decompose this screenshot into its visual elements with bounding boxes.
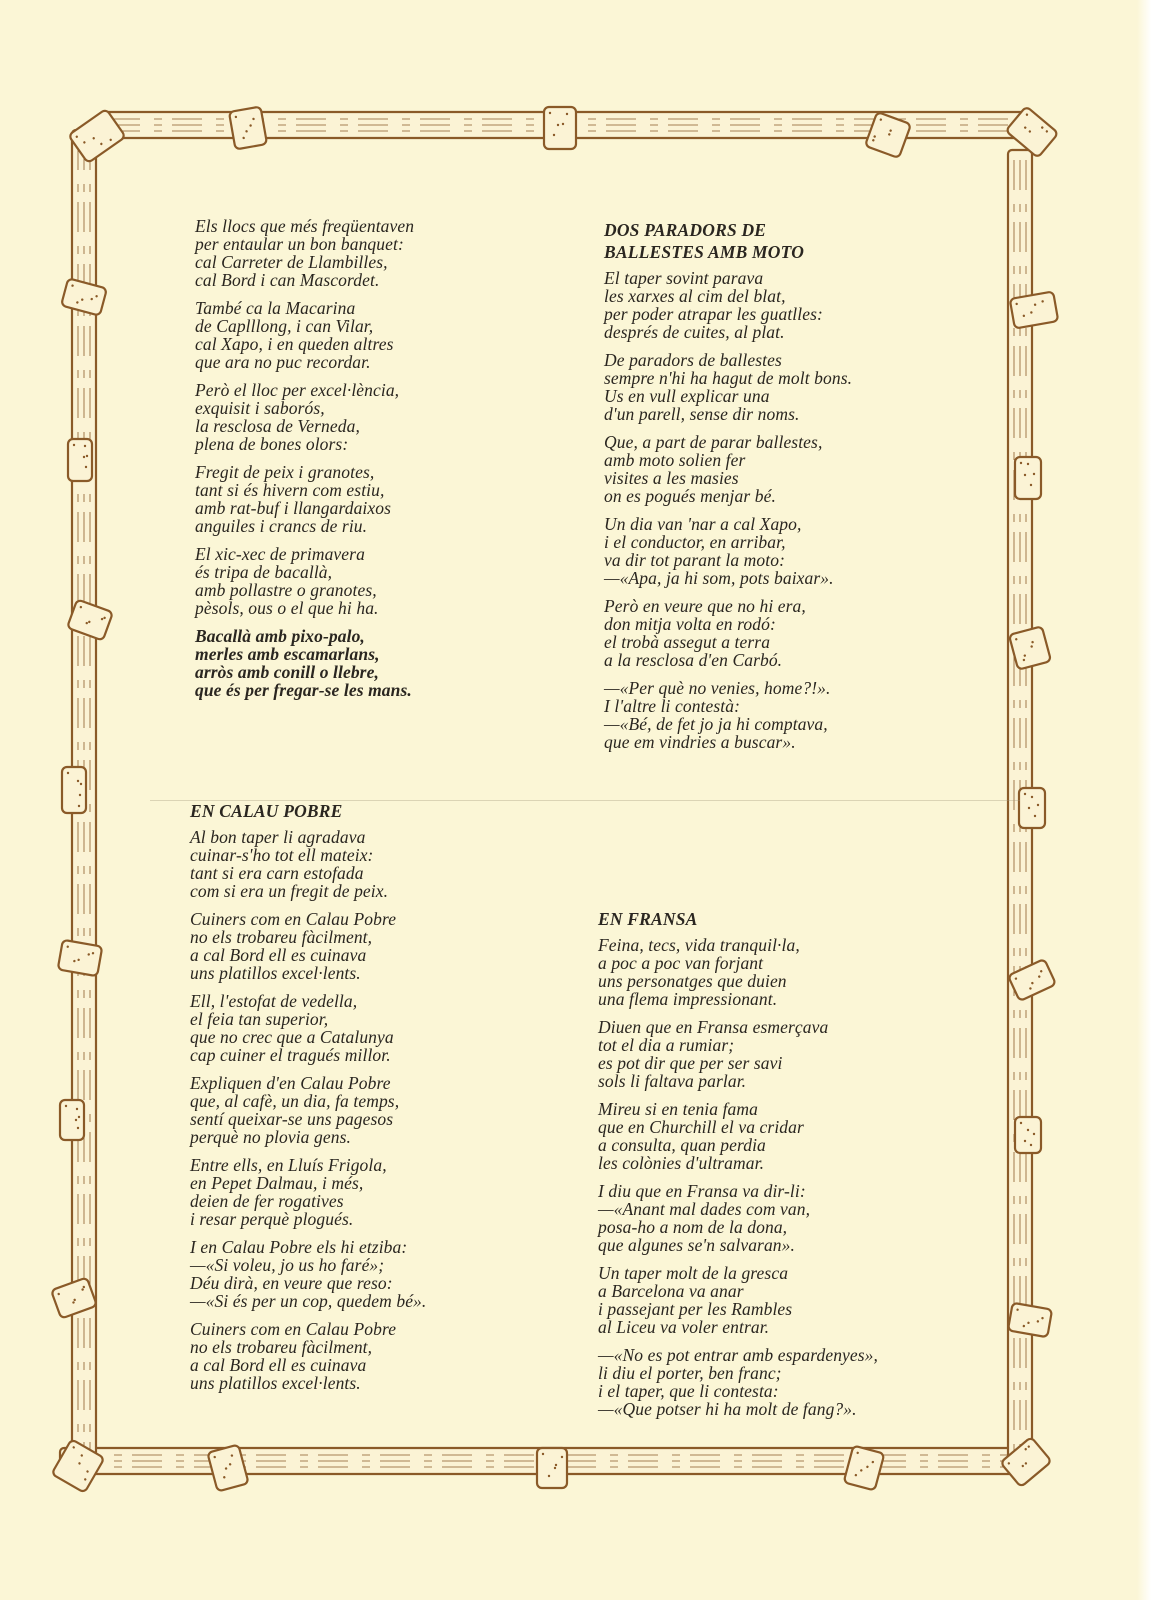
cork-body (60, 1100, 84, 1140)
cork-texture-dot (549, 112, 551, 114)
poem-title: DOS PARADORS DE BALLESTES AMB MOTO (604, 220, 805, 262)
cork-texture-dot (1034, 815, 1036, 817)
cork-texture-dot (1024, 793, 1026, 795)
stanza: El taper sovint parava les xarxes al cim del blat, per poder atrapar les guatlles: després de cuites, al plat. (604, 268, 823, 342)
cork-icon (1015, 1117, 1041, 1153)
cork-texture-dot (86, 455, 88, 457)
cork-texture-dot (1028, 807, 1030, 809)
cork-texture-dot (1033, 473, 1035, 475)
cork-texture-dot (65, 1105, 67, 1107)
cork-icon (62, 767, 86, 813)
stanza: Cuiners com en Calau Pobre no els trobareu fàcilment, a cal Bord ell es cuinava uns platillos excel·lents. (190, 1319, 397, 1393)
poem-left-top (195, 217, 565, 709)
stanza: Però en veure que no hi era, don mitja volta en rodó: el trobà assegut a terra a la resclosa d'en Carbó. (604, 596, 806, 670)
cork-texture-dot (566, 113, 568, 115)
cork-body (1015, 1117, 1041, 1153)
stanza: Un taper molt de la gresca a Barcelona va anar i passejant per les Rambles al Liceu va voler entrar. (598, 1263, 793, 1337)
stanza: Que, a part de parar ballestes, amb moto solien fer visites a les masies on es pogués menjar bé. (604, 432, 823, 506)
cork-texture-dot (78, 805, 80, 807)
poem-left-bottom (190, 800, 560, 1402)
cork-texture-dot (1024, 1140, 1026, 1142)
cork-texture-dot (1033, 1133, 1035, 1135)
cork-icon (544, 107, 576, 149)
cork-icon (60, 1100, 84, 1140)
cork-body (229, 107, 267, 150)
poem-right-bottom (598, 908, 978, 1428)
stanza: Però el lloc per excel·lència, exquisit i saborós, la resclosa de Verneda, plena de bones olors: (195, 380, 400, 454)
cork-texture-dot (1031, 796, 1033, 798)
stanza: Cuiners com en Calau Pobre no els trobareu fàcilment, a cal Bord ell es cuinava uns platillos excel·lents. (190, 909, 397, 983)
cork-texture-dot (1037, 804, 1039, 806)
cork-texture-dot (77, 780, 79, 782)
stanza: Diuen que en Fransa esmerçava tot el dia a rumiar; es pot dir que per ser savi sols li faltava parlar. (598, 1017, 829, 1091)
cork-texture-dot (76, 1108, 78, 1110)
cork-texture-dot (75, 1119, 77, 1121)
stanza: Bacallà amb pixo-palo, merles amb escamarlans, arròs amb conill o llebre, que és per fregar-se les mans. (195, 626, 412, 700)
cork-texture-dot (542, 1453, 544, 1455)
stanza: —«Per què no venies, home?!». I l'altre li contestà: —«Bé, de fet jo ja hi comptava, que em vindries a buscar». (604, 678, 831, 752)
cork-body (1019, 788, 1045, 828)
cork-body (1010, 291, 1059, 328)
cork-texture-dot (80, 783, 82, 785)
poem-title: EN CALAU POBRE (190, 801, 343, 821)
stanza: Expliquen d'en Calau Pobre que, al cafè, un dia, fa temps, sentí queixar-se uns pagesos perquè no plovia gens. (190, 1073, 400, 1147)
cork-texture-dot (1020, 1122, 1022, 1124)
cork-body (1008, 1303, 1052, 1338)
poem-title: EN FRANSA (598, 909, 698, 929)
stanza: De paradors de ballestes sempre n'hi ha hagut de molt bons. Us en vull explicar una d'un parell, sense dir noms. (604, 350, 853, 424)
cork-body (61, 278, 107, 315)
cork-body (68, 439, 92, 481)
cork-icon (1008, 1303, 1052, 1338)
cork-texture-dot (79, 794, 81, 796)
stanza: Els llocs que més freqüentaven per entaular un bon banquet: cal Carreter de Llambilles, cal Bord i can Mascordet. (195, 216, 415, 290)
cork-icon (1019, 788, 1045, 828)
stanza: Al bon taper li agradava cuinar-s'ho tot ell mateix: tant si era carn estofada com si era un fregit de peix. (190, 827, 389, 901)
cork-texture-dot (1030, 484, 1032, 486)
stanza: Mireu si en tenia fama que en Churchill el va cridar a consulta, quan perdia les colònies d'ultramar. (598, 1099, 804, 1173)
cork-texture-dot (1024, 474, 1026, 476)
cork-texture-dot (548, 1475, 550, 1477)
cork-texture-dot (554, 1467, 556, 1469)
cork-body (537, 1448, 567, 1488)
cork-icon (68, 439, 92, 481)
cork-texture-dot (84, 445, 86, 447)
cork-texture-dot (73, 444, 75, 446)
stanza: Un dia van 'nar a cal Xapo, i el conductor, en arribar, va dir tot parant la moto: —«Apa, ja hi som, pots baixar». (604, 514, 834, 588)
cork-body (62, 767, 86, 813)
cork-icon (1015, 457, 1041, 499)
cork-icon (61, 278, 107, 315)
cork-texture-dot (67, 772, 69, 774)
stanza: —«No es pot entrar amb espardenyes», li diu el porter, ben franc; i el taper, que li contesta: —«Que potser hi ha molt de fang?». (598, 1345, 879, 1419)
cork-body (544, 107, 576, 149)
cork-texture-dot (553, 134, 555, 136)
cork-icon (1010, 291, 1059, 328)
cork-texture-dot (557, 124, 559, 126)
cork-icon (229, 107, 267, 150)
cork-texture-dot (77, 1127, 79, 1129)
cork-texture-dot (1027, 463, 1029, 465)
stanza: Feina, tecs, vida tranquil·la, a poc a poc van forjant uns personatges que duien una flema impressionant. (598, 935, 800, 1009)
cork-body (58, 940, 103, 976)
cork-icon (537, 1448, 567, 1488)
cork-texture-dot (83, 456, 85, 458)
cork-texture-dot (555, 1464, 557, 1466)
cork-texture-dot (562, 123, 564, 125)
cork-texture-dot (85, 466, 87, 468)
cork-texture-dot (78, 1116, 80, 1118)
stanza: I en Calau Pobre els hi etziba: —«Si voleu, jo us ho faré»; Déu dirà, en veure que reso: —«Si és per un cop, quedem bé». (190, 1237, 427, 1311)
stanza: També ca la Macarina de Caplllong, i can Vilar, cal Xapo, i en queden altres que ara no puc recordar. (195, 298, 394, 372)
stanza: Entre ells, en Lluís Frigola, en Pepet Dalmau, i més, deien de fer rogatives i resar perquè plogués. (190, 1155, 387, 1229)
cork-texture-dot (1030, 1144, 1032, 1146)
stanza: El xic-xec de primavera és tripa de bacallà, amb pollastre o granotes, pèsols, ous o el que hi ha. (195, 544, 379, 618)
cork-texture-dot (1020, 462, 1022, 464)
cork-icon (58, 940, 103, 976)
cork-texture-dot (561, 1456, 563, 1458)
cork-texture-dot (1027, 1129, 1029, 1131)
poem-right-top (604, 219, 974, 761)
stanza: Ell, l'estofat de vedella, el feia tan superior, que no crec que a Catalunya cap cuiner el tragués millor. (190, 991, 394, 1065)
stanza: I diu que en Fransa va dir-li: —«Anant mal dades com van, posa-ho a nom de la dona, que algunes se'n salvaran». (598, 1181, 811, 1255)
stanza: Fregit de peix i granotes, tant si és hivern com estiu, amb rat-buf i llangardaixos anguiles i crancs de riu. (195, 462, 392, 536)
